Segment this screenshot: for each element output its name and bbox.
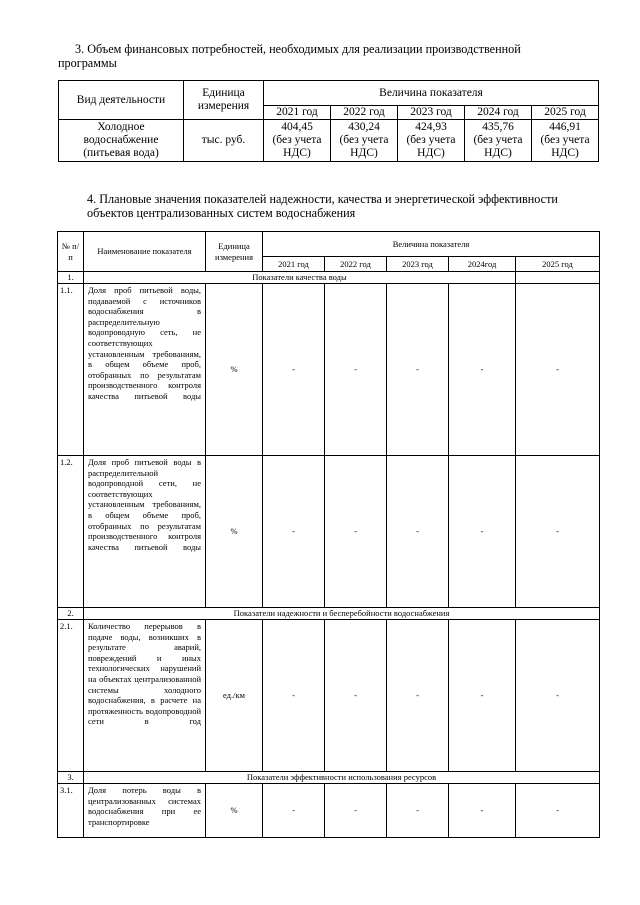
header-name: Наименование показателя	[84, 232, 206, 272]
year-header: 2022 год	[331, 106, 398, 120]
activity-cell: Холодное водоснабжение (питьевая вода)	[59, 120, 184, 162]
year-header: 2022 год	[325, 257, 387, 272]
value-number: 404,45	[281, 121, 313, 133]
value-cell: -	[263, 620, 325, 772]
year-header: 2023 год	[387, 257, 449, 272]
vat-note: (без учета НДС)	[406, 134, 456, 159]
header-num: № п/п	[58, 232, 84, 272]
vat-note: (без учета НДС)	[272, 134, 322, 159]
section-title: Показатели эффективности использования ресурсов	[84, 772, 600, 784]
value-number: 446,91	[549, 121, 581, 133]
value-cell: -	[263, 784, 325, 838]
value-cell: -	[263, 456, 325, 608]
indicator-name: Доля проб питьевой воды в распределительной водопроводной сети, не соответствующих установленным требованиям, в общем объеме проб, отобранных по результатам производственного контроля качества питьевой воды	[84, 456, 206, 608]
value-cell: -	[516, 620, 600, 772]
year-header: 2021 год	[263, 257, 325, 272]
header-value: Величина показателя	[263, 232, 600, 257]
value-cell: -	[387, 456, 449, 608]
header-activity: Вид деятельности	[59, 81, 184, 120]
section3-title-line1: 3. Объем финансовых потребностей, необходимых для реализации производственной	[75, 42, 521, 56]
row-num: 1.2.	[58, 456, 84, 608]
value-cell: -	[325, 620, 387, 772]
unit-cell: %	[206, 784, 263, 838]
unit-cell: ед./км	[206, 620, 263, 772]
row-num: 1.1.	[58, 284, 84, 456]
vat-note: (без учета НДС)	[339, 134, 389, 159]
value-cell: -	[325, 456, 387, 608]
indicators-table	[57, 231, 600, 838]
value-cell: -	[325, 784, 387, 838]
value-cell: -	[387, 284, 449, 456]
value-cell: -	[449, 784, 516, 838]
header-unit: Единица измерения	[184, 81, 264, 120]
value-cell	[331, 120, 398, 162]
year-header: 2025 год	[516, 257, 600, 272]
value-cell	[398, 120, 465, 162]
section-num: 1.	[58, 272, 84, 284]
section3-title-line2: программы	[58, 56, 117, 70]
value-cell: -	[387, 620, 449, 772]
value-cell	[532, 120, 599, 162]
header-unit: Единица измерения	[206, 232, 263, 272]
year-header: 2024 год	[465, 106, 532, 120]
value-cell	[465, 120, 532, 162]
value-cell: -	[449, 620, 516, 772]
indicator-name: Доля проб питьевой воды, подаваемой с источников водоснабжения в распределительную водопроводную сеть, не соответствующих установленным требованиям, в общем объеме проб, отобранных по результатам производственного контроля качества питьевой воды	[84, 284, 206, 456]
row-num: 2.1.	[58, 620, 84, 772]
value-cell: -	[516, 284, 600, 456]
value-cell: -	[263, 284, 325, 456]
value-cell: -	[516, 456, 600, 608]
value-cell: -	[325, 284, 387, 456]
year-header: 2021 год	[264, 106, 331, 120]
unit-cell: %	[206, 456, 263, 608]
section4-title-line1: 4. Плановые значения показателей надежности, качества и энергетической эффективности	[87, 192, 558, 206]
unit-cell: %	[206, 284, 263, 456]
header-value: Величина показателя	[264, 81, 599, 106]
value-number: 430,24	[348, 121, 380, 133]
value-cell: -	[516, 784, 600, 838]
unit-cell: тыс. руб.	[184, 120, 264, 162]
value-cell: -	[387, 784, 449, 838]
vat-note: (без учета НДС)	[473, 134, 523, 159]
section-title: Показатели качества воды	[84, 272, 516, 284]
section-title: Показатели надежности и бесперебойности водоснабжения	[84, 608, 600, 620]
financial-needs-table	[58, 80, 599, 162]
indicator-name: Количество перерывов в подаче воды, возникших в результате аварий, повреждений и иных технологических нарушений на объектах централизованной системы холодного водоснабжения, в расчете на протяженность водопроводной сети в год	[84, 620, 206, 772]
year-header: 2023 год	[398, 106, 465, 120]
section-num: 2.	[58, 608, 84, 620]
value-cell: -	[449, 456, 516, 608]
year-header: 2025 год	[532, 106, 599, 120]
row-num: 3.1.	[58, 784, 84, 838]
value-number: 424,93	[415, 121, 447, 133]
value-cell	[264, 120, 331, 162]
indicator-name: Доля потерь воды в централизованных системах водоснабжения при ее транспортировке	[84, 784, 206, 838]
year-header: 2024год	[449, 257, 516, 272]
value-cell: -	[449, 284, 516, 456]
value-number: 435,76	[482, 121, 514, 133]
section4-title-line2: объектов централизованных систем водоснабжения	[87, 206, 356, 220]
vat-note: (без учета НДС)	[540, 134, 590, 159]
section-num: 3.	[58, 772, 84, 784]
